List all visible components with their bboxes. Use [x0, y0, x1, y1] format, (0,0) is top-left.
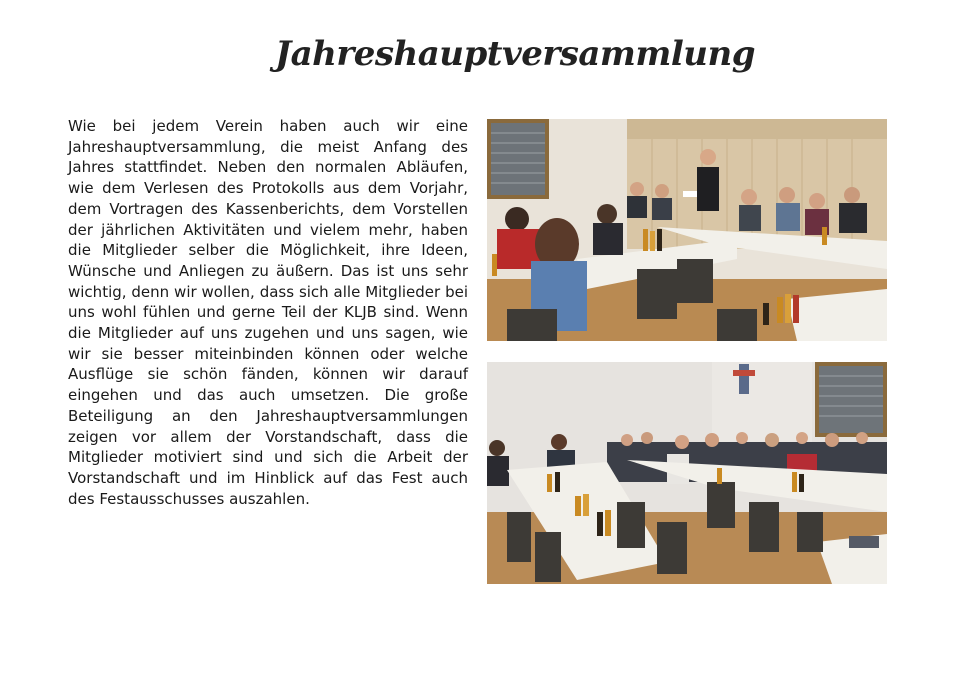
meeting-photo-bottom-image: [487, 362, 887, 584]
article-body: Wie bei jedem Verein haben auch wir eine Jahreshauptversammlung, die meist Anfang des Jahres stattfindet. Neben den normalen Abläufen, wie dem Verlesen des Protokolls aus dem Vorjahr, dem Vortragen des Kassenberichts, dem Vorstellen der jährlichen Aktivitäten und vielem mehr, haben die Mitglieder selber die Möglichkeit, ihre Ideen, Wünsche und Anliegen zu äußern. Das ist uns sehr wichtig, denn wir wollen, dass sich alle Mitglieder bei uns wohl fühlen und gerne Teil der KLJB sind. Wenn die Mitglieder auf uns zugehen und uns sagen, wie wir sie besser miteinbinden können oder welche Ausflüge sie schön fänden, können wir darauf eingehen und das auch umsetzen. Die große Beteiligung an den Jahreshauptversammlungen zeigen vor allem der Vorstandschaft, dass die Mitglieder motiviert sind und sich die Arbeit der Vorstandschaft und im Hinblick auf das Fest auch des Festausschusses auszahlen.: [68, 117, 468, 508]
meeting-photo-top-image: [487, 119, 887, 341]
page-title: Jahreshauptversammlung: [274, 34, 756, 74]
meeting-photo-top: [487, 119, 887, 341]
meeting-photo-bottom: [487, 362, 887, 584]
